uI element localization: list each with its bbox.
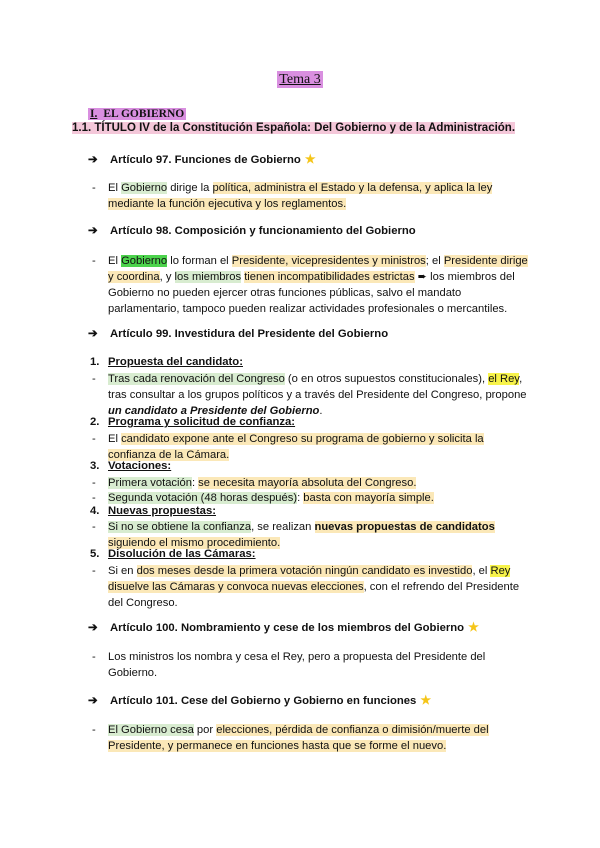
- subsection-text: 1.1. TÍTULO IV de la Constitución Española: Del Gobierno y de la Administración.: [72, 122, 516, 134]
- article-101-body: [108, 722, 508, 754]
- article-heading-text: Artículo 100. Nombramiento y cese de los miembros del Gobierno: [110, 622, 465, 634]
- article-heading-text: Artículo 98. Composición y funcionamiento del Gobierno: [110, 225, 416, 237]
- text-line: Presidente, y permanece en funciones hasta que se forme el nuevo.: [108, 740, 447, 752]
- star-icon: ★: [304, 152, 316, 166]
- bullet-dash: -: [92, 477, 96, 489]
- item-title: Votaciones:: [108, 460, 172, 472]
- text-line: confianza de la Cámara.: [108, 449, 230, 461]
- section-number: I.: [90, 108, 98, 120]
- text-line: parlamentario, tampoco pueden realizar actividades profesionales o mercantiles.: [108, 303, 508, 315]
- section-label: EL GOBIERNO: [103, 108, 185, 120]
- text-line: mediante la función ejecutiva y los reglamentos.: [108, 198, 347, 210]
- item-title: Nuevas propuestas:: [108, 505, 216, 517]
- article-100-heading: [88, 620, 479, 634]
- text-line: Si no se obtiene la confianza, se realizan nuevas propuestas de candidatos: [108, 521, 495, 533]
- article-heading-text: Artículo 99. Investidura del Presidente del Gobierno: [110, 328, 389, 340]
- arrow-icon: ➔: [88, 225, 98, 237]
- item-number: 5.: [90, 548, 100, 560]
- subsection-heading: [72, 122, 515, 134]
- text-line: Primera votación: se necesita mayoría absoluta del Congreso.: [108, 477, 417, 489]
- item-number: 3.: [90, 460, 100, 472]
- item-title: Disolución de las Cámaras:: [108, 548, 256, 560]
- article-99-heading: [88, 327, 388, 340]
- article-98-heading: [88, 224, 416, 237]
- item-4-body: [108, 519, 508, 551]
- bullet-dash: -: [92, 724, 96, 736]
- item-3-body-2: [108, 490, 508, 506]
- item-number: 2.: [90, 416, 100, 428]
- bullet-dash: -: [92, 433, 96, 445]
- bullet-dash: -: [92, 182, 96, 194]
- article-98-body: [108, 253, 528, 317]
- bullet-dash: -: [92, 492, 96, 504]
- arrow-icon: ➔: [88, 154, 98, 166]
- section-heading: [88, 108, 186, 120]
- article-97-heading: [88, 152, 316, 166]
- bullet-dash: -: [92, 565, 96, 577]
- bullet-dash: -: [92, 373, 96, 385]
- text-line: tras consultar a los grupos políticos y a través del Presidente del Congreso, propone: [108, 389, 527, 401]
- item-3-body-1: [108, 475, 508, 491]
- article-97-body: [108, 180, 508, 212]
- item-title: Programa y solicitud de confianza:: [108, 416, 296, 428]
- item-5-body: [108, 563, 520, 611]
- article-101-heading: [88, 693, 431, 707]
- article-100-body: [108, 649, 508, 681]
- text-line: y coordina, y los miembros tienen incompatibilidades estrictas ➨ los miembros del: [108, 271, 515, 283]
- text-line: Segunda votación (48 horas después): basta con mayoría simple.: [108, 492, 434, 504]
- text-line: disuelve las Cámaras y convoca nuevas elecciones, con el refrendo del Presidente: [108, 581, 520, 593]
- item-number: 1.: [90, 356, 100, 368]
- bullet-dash: -: [92, 521, 96, 533]
- text-line: siguiendo el mismo procedimiento.: [108, 537, 281, 549]
- text-line: Gobierno no pueden ejercer otras funciones públicas, salvo el mandato: [108, 287, 462, 299]
- title-wrap: [0, 70, 600, 88]
- bullet-dash: -: [92, 255, 96, 267]
- arrow-icon: ➔: [88, 622, 98, 634]
- text-line: Si en dos meses desde la primera votación ningún candidato es investido, el Rey: [108, 565, 511, 577]
- item-number: 4.: [90, 505, 100, 517]
- star-icon: ★: [468, 620, 479, 634]
- bullet-dash: -: [92, 651, 96, 663]
- article-heading-text: Artículo 97. Funciones de Gobierno: [110, 154, 301, 166]
- article-heading-text: Artículo 101. Cese del Gobierno y Gobierno en funciones: [110, 695, 417, 707]
- text-line: Los ministros los nombra y cesa el Rey, pero a propuesta del Presidente del: [108, 651, 486, 663]
- item-2-body: [108, 431, 508, 463]
- text-line: Tras cada renovación del Congreso (o en otros supuestos constitucionales), el Rey,: [108, 373, 523, 385]
- text-line: El Gobierno cesa por elecciones, pérdida de confianza o dimisión/muerte del: [108, 724, 489, 736]
- arrow-icon: ➔: [88, 695, 98, 707]
- star-icon: ★: [420, 693, 432, 707]
- text-line: El Gobierno dirige la política, administra el Estado y la defensa, y aplica la ley: [108, 182, 493, 194]
- text-line: un candidato a Presidente del Gobierno.: [108, 405, 323, 417]
- text-line: Gobierno.: [108, 667, 158, 679]
- text-line: del Congreso.: [108, 597, 178, 609]
- arrow-icon: ➔: [88, 328, 98, 340]
- text-line: El candidato expone ante el Congreso su programa de gobierno y solicita la: [108, 433, 484, 445]
- document-title: Tema 3: [279, 72, 321, 87]
- text-line: El Gobierno lo forman el Presidente, vicepresidentes y ministros; el Presidente dirige: [108, 255, 528, 267]
- item-1-body: [108, 371, 527, 419]
- item-title: Propuesta del candidato:: [108, 356, 243, 368]
